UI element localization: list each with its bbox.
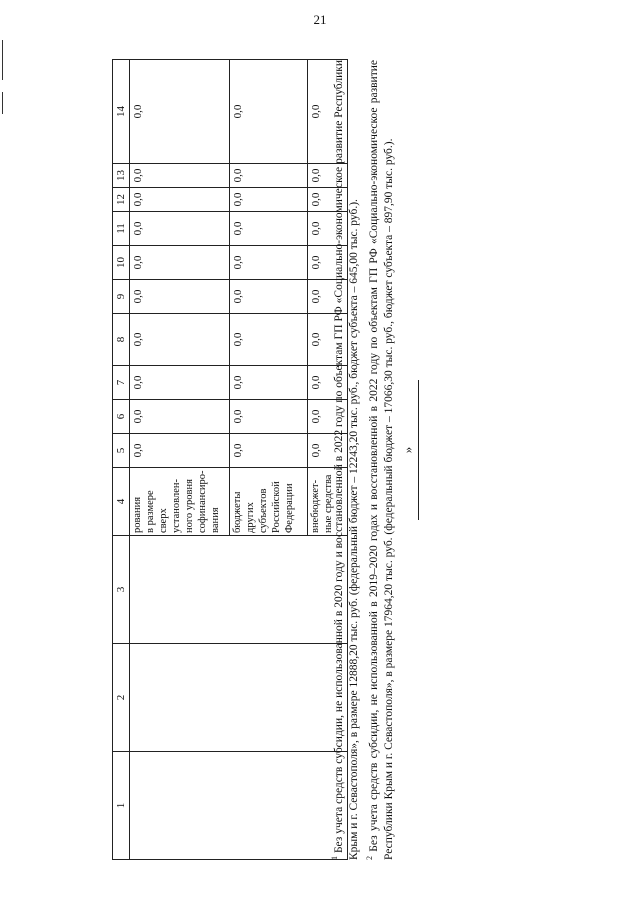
column-header-5: 5 xyxy=(113,434,130,468)
value-cell: 0,0 xyxy=(308,212,348,246)
closing-mark xyxy=(400,380,419,520)
column-header-2: 2 xyxy=(113,644,130,752)
empty-cell-col-1 xyxy=(130,752,348,860)
footnote-text: Без учета средств субсидии, не использованной в 2019–2020 годах и восстановленной в 2022 году по объектам ГП РФ «Социально-экономическое развитие Республики Крым и г. Севастополя», в размере 17964,20 тыс. руб. (федеральный бюджет – 17066,30 тыс. руб., бюджет субъекта – 897,90 тыс. руб.). xyxy=(367,60,395,860)
footnotes xyxy=(327,60,397,860)
column-header-14: 14 xyxy=(113,60,130,164)
value-cell: 0,0 xyxy=(230,60,308,164)
closing-rule xyxy=(418,380,419,520)
value-cell: 0,0 xyxy=(230,366,308,400)
column-header-12: 12 xyxy=(113,188,130,212)
footnote xyxy=(362,60,397,860)
value-cell: 0,0 xyxy=(130,164,230,188)
column-header-3: 3 xyxy=(113,536,130,644)
value-cell: 0,0 xyxy=(130,434,230,468)
value-cell: 0,0 xyxy=(230,212,308,246)
value-cell: 0,0 xyxy=(230,280,308,314)
column-header-4: 4 xyxy=(113,468,130,536)
column-header-9: 9 xyxy=(113,280,130,314)
margin-mark xyxy=(2,40,3,80)
value-cell: 0,0 xyxy=(308,400,348,434)
value-cell: 0,0 xyxy=(308,314,348,366)
closing-quote: » xyxy=(400,446,415,454)
value-cell: 0,0 xyxy=(130,366,230,400)
value-cell: 0,0 xyxy=(308,60,348,164)
value-cell: 0,0 xyxy=(230,434,308,468)
column-header-13: 13 xyxy=(113,164,130,188)
value-cell: 0,0 xyxy=(130,212,230,246)
value-cell: 0,0 xyxy=(230,314,308,366)
row-label: бюджеты других субъектов Российской Федерации xyxy=(230,468,308,536)
value-cell: 0,0 xyxy=(130,400,230,434)
column-header-8: 8 xyxy=(113,314,130,366)
margin-mark xyxy=(2,92,3,114)
budget-table xyxy=(112,59,348,860)
footnote-mark: 1 xyxy=(330,856,339,860)
column-header-10: 10 xyxy=(113,246,130,280)
value-cell: 0,0 xyxy=(130,188,230,212)
value-cell: 0,0 xyxy=(230,188,308,212)
row-label: внебюджет- ные средства xyxy=(308,468,348,536)
table-header-row xyxy=(113,60,130,860)
footnote-text: Без учета средств субсидии, не использованной в 2020 году и восстановленной в 2022 году по объектам ГП РФ «Социально-экономическое развитие Республики Крым и г. Севастополя», в размере 12888,20 тыс. руб. (федеральный бюджет – 12243,20 тыс. руб., бюджет субъекта – 645,00 тыс. руб.). xyxy=(332,60,360,860)
empty-cell-col-3 xyxy=(130,536,348,644)
value-cell: 0,0 xyxy=(130,60,230,164)
value-cell: 0,0 xyxy=(230,164,308,188)
value-cell: 0,0 xyxy=(130,314,230,366)
rotated-content xyxy=(112,30,552,860)
footnote-mark: 2 xyxy=(364,856,374,860)
column-header-6: 6 xyxy=(113,400,130,434)
table-row xyxy=(130,60,230,860)
footnote xyxy=(327,60,362,860)
value-cell: 0,0 xyxy=(308,164,348,188)
value-cell: 0,0 xyxy=(230,400,308,434)
column-header-1: 1 xyxy=(113,752,130,860)
column-header-7: 7 xyxy=(113,366,130,400)
page-number: 21 xyxy=(313,12,327,27)
value-cell: 0,0 xyxy=(308,188,348,212)
empty-cell-col-2 xyxy=(130,644,348,752)
value-cell: 0,0 xyxy=(230,246,308,280)
column-header-11: 11 xyxy=(113,212,130,246)
value-cell: 0,0 xyxy=(308,246,348,280)
table-body xyxy=(130,60,348,860)
value-cell: 0,0 xyxy=(308,434,348,468)
value-cell: 0,0 xyxy=(308,366,348,400)
value-cell: 0,0 xyxy=(130,246,230,280)
value-cell: 0,0 xyxy=(308,280,348,314)
row-label: рования в размере сверх установлен- ного уровня софинансиро- вания xyxy=(130,468,230,536)
value-cell: 0,0 xyxy=(130,280,230,314)
